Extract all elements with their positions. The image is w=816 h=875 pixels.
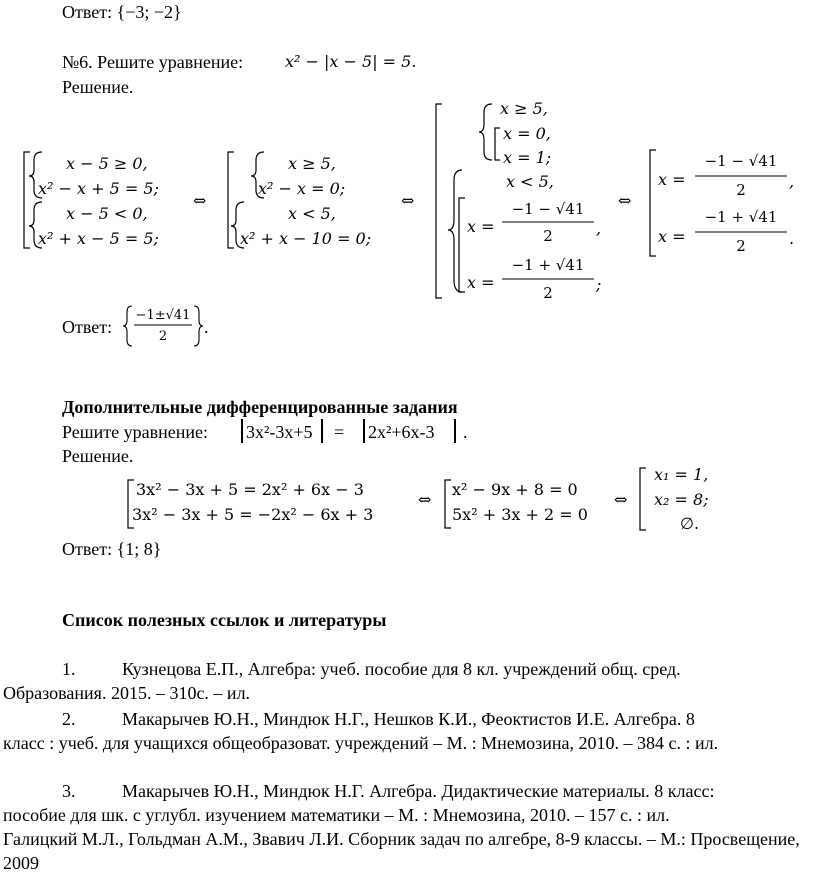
sys4-r2-lhs: x = — [658, 227, 686, 246]
extra-solution-label: Решение. — [62, 446, 134, 466]
task6-answer-tail: . — [204, 317, 209, 337]
extra-answer: Ответ: {1; 8} — [62, 539, 162, 559]
task6-equation: x² − |x − 5| = 5. — [285, 52, 417, 71]
extra-sysB-line1: x² − 9x + 8 = 0 — [452, 480, 578, 499]
reference-num: 1. — [62, 659, 76, 679]
extra-task-tail: . — [463, 422, 468, 442]
sys3-root1-tail: , — [596, 219, 602, 238]
extra-sysC-line1: x₁ = 1, — [654, 465, 709, 484]
sys2-line2: x² − x = 0; — [258, 179, 346, 198]
task6-solution-label: Решение. — [62, 77, 134, 97]
sys3-top-line2: x = 0, — [503, 124, 551, 143]
reference-item-1 — [3, 657, 813, 705]
task6-label: №6. Решите уравнение: — [62, 52, 244, 72]
task6-answer-den: 2 — [158, 329, 168, 344]
iff-symbol-5: ⇔ — [614, 490, 628, 509]
extra-task-left: 3x²-3x+5 — [246, 422, 313, 442]
references-heading: Список полезных ссылок и литературы — [62, 610, 387, 630]
iff-symbol-4: ⇔ — [418, 490, 432, 509]
sys3-top-line1: x ≥ 5, — [500, 99, 548, 118]
previous-answer: Ответ: {−3; −2} — [62, 2, 182, 22]
sys3-root2-den: 2 — [543, 284, 553, 302]
extra-sysB-line2: 5x² + 3x + 2 = 0 — [452, 505, 588, 524]
iff-symbol-3: ⇔ — [618, 191, 632, 210]
reference-rest: Образования. 2015. – 310с. – ил. — [3, 683, 251, 703]
extra-task-label: Решите уравнение: — [62, 422, 208, 442]
sys1-line4: x² + x − 5 = 5; — [38, 229, 159, 248]
sys1-line1: x − 5 ≥ 0, — [66, 154, 148, 173]
iff-symbol-2: ⇔ — [401, 191, 415, 210]
reference-item-2 — [3, 707, 813, 755]
sys2-line1: x ≥ 5, — [288, 154, 336, 173]
sys3-root1-num: −1 − √41 — [511, 200, 585, 218]
sys1-line3: x − 5 < 0, — [66, 204, 148, 223]
reference-rest: класс : учеб. для учащихся общеобразоват. учреждений – М. : Мнемозина, 2010. – 384 с. : ил. — [3, 733, 719, 753]
extra-sysA-line1: 3x² − 3x + 5 = 2x² + 6x − 3 — [136, 480, 364, 499]
sys2-line4: x² + x − 10 = 0; — [240, 229, 372, 248]
sys3-root2-lhs: x = — [467, 273, 495, 292]
reference-num: 2. — [62, 709, 76, 729]
extra-task-eq: = — [334, 422, 345, 442]
reference-num: 3. — [62, 781, 76, 801]
sys4-r2-den: 2 — [736, 237, 746, 255]
sys4-r2-num: −1 + √41 — [704, 208, 778, 226]
sys4-r1-tail: , — [789, 172, 795, 191]
sys4-r1-den: 2 — [736, 181, 746, 199]
sys3-root2-num: −1 + √41 — [511, 256, 585, 274]
sys3-root1-lhs: x = — [467, 217, 495, 236]
extra-task-right: 2x²+6x-3 — [368, 422, 435, 442]
task6-answer-label: Ответ: — [62, 317, 113, 337]
reference-item-3 — [3, 779, 813, 827]
extra-sysC-line3: ∅. — [680, 514, 700, 533]
reference-first-line: Кузнецова Е.П., Алгебра: учеб. пособие для 8 кл. учреждений общ. сред. — [122, 659, 681, 679]
extra-sysA-line2: 3x² − 3x + 5 = −2x² − 6x + 3 — [132, 505, 374, 524]
iff-symbol-1: ⇔ — [193, 191, 207, 210]
sys4-r1-lhs: x = — [658, 170, 686, 189]
sys2-line3: x < 5, — [288, 204, 336, 223]
reference-rest: пособие для шк. с углубл. изучением математики – М. : Мнемозина, 2010. – 157 с. : ил. — [3, 805, 670, 825]
sys3-top-line3: x = 1; — [503, 148, 552, 167]
sys3-root2-tail: ; — [596, 275, 602, 294]
sys4-r1-num: −1 − √41 — [704, 152, 778, 170]
sys1-line2: x² − x + 5 = 5; — [38, 179, 159, 198]
reference-extra: Галицкий М.Л., Гольдман А.М., Звавич Л.И. Сборник задач по алгебре, 8-9 классы. – М.: Просвещение, 2009 — [3, 829, 800, 873]
reference-first-line: Макарычев Ю.Н., Миндюк Н.Г., Нешков К.И., Феоктистов И.Е. Алгебра. 8 — [122, 709, 695, 729]
reference-first-line: Макарычев Ю.Н., Миндюк Н.Г. Алгебра. Дидактические материалы. 8 класс: — [122, 781, 715, 801]
task6-answer-num: −1±√41 — [135, 308, 191, 323]
sys4-r2-tail: . — [789, 229, 795, 248]
extra-heading: Дополнительные дифференцированные задания — [62, 397, 458, 417]
sys3-lt-line: x < 5, — [506, 172, 554, 191]
sys3-root1-den: 2 — [543, 227, 553, 245]
extra-sysC-line2: x₂ = 8; — [654, 490, 709, 509]
